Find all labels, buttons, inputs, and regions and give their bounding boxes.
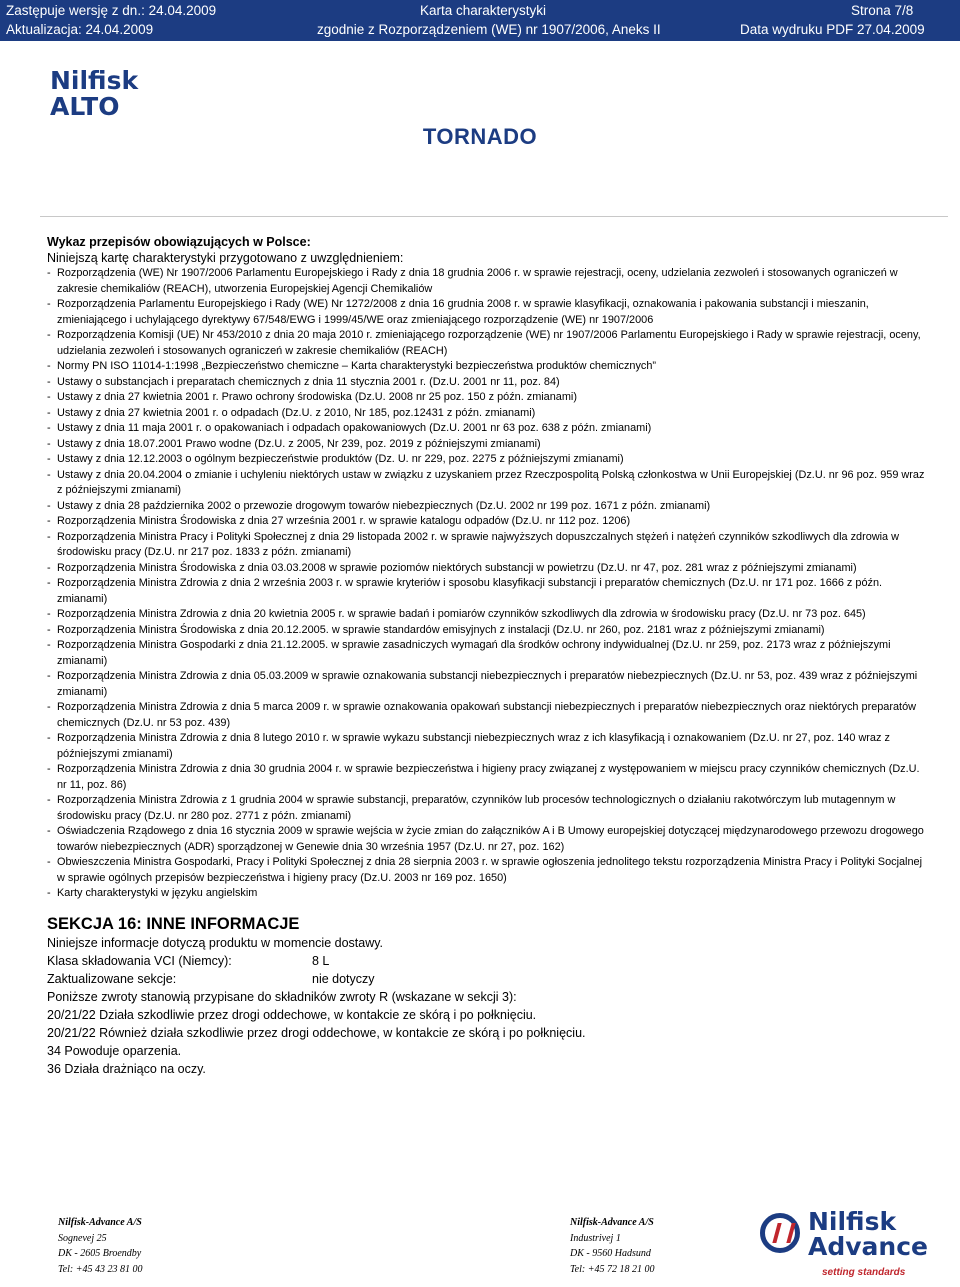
storage-class-label: Klasa składowania VCI (Niemcy): (47, 953, 232, 968)
product-name: TORNADO (422, 124, 538, 149)
regulation-item: - Ustawy o substancjach i preparatach chemicznych z dnia 11 stycznia 2001 r. (Dz.U. 2001 nr 11, poz. 84) (47, 375, 927, 391)
header-regulation: zgodnie z Rozporządzeniem (WE) nr 1907/2006, Aneks II (317, 22, 661, 37)
nilfisk-alto-logo (50, 68, 138, 120)
storage-class-value: 8 L (312, 953, 330, 968)
main-content (47, 234, 927, 1078)
footer-right-city: DK - 9560 Hadsund (570, 1248, 651, 1259)
r-phrase: 34 Powoduje oparzenia. (47, 1044, 182, 1059)
logo-line2: ALTO (50, 92, 120, 121)
regulation-item: - Ustawy z dnia 27 kwietnia 2001 r. o odpadach (Dz.U. z 2010, Nr 185, poz.12431 z późn. zmianami) (47, 406, 927, 422)
divider (40, 216, 948, 217)
footer-tagline: setting standards (822, 1267, 906, 1278)
regulation-item: - Obwieszczenia Ministra Gospodarki, Pracy i Polityki Społecznej z dnia 28 sierpnia 2003 r. w sprawie ogłoszenia jednolitego tekstu rozporządzenia Ministra Pracy i Polityki Socjalnej w sprawie ogólnych przepisów bezpieczeństwa i higieny pracy (Dz.U. 2003 nr 169 poz. 1650) (47, 855, 927, 886)
regulation-item: - Normy PN ISO 11014-1:1998 „Bezpieczeństwo chemiczne – Karta charakterystyki bezpieczeństwa produktów chemicznych” (47, 359, 927, 375)
footer-logo-line2: Advance (808, 1232, 928, 1261)
regulation-item: - Rozporządzenia (WE) Nr 1907/2006 Parlamentu Europejskiego i Rady z dnia 18 grudnia 2006 r. w sprawie rejestracji, oceny, udzielania zezwoleń i stosowanych ograniczeń w zakresie chemikaliów (REACH), utworzenia Europejskiej Agencji Chemikaliów (47, 266, 927, 297)
regulation-item: - Rozporządzenia Ministra Zdrowia z dnia 2 września 2003 r. w sprawie kryteriów i sposobu klasyfikacji substancji i preparatów chemicznych (Dz.U. nr 171 poz. 1666 z późn. zmianami) (47, 576, 927, 607)
footer-left-company: Nilfisk-Advance A/S (58, 1217, 142, 1228)
regulation-item: - Rozporządzenia Ministra Zdrowia z dnia 5 marca 2009 r. w sprawie oznakowania opakowań substancji niebezpiecznych i preparatów niebezpiecznych oraz niektórych preparatów chemicznych (Dz.U. nr 53 poz. 439) (47, 700, 927, 731)
header-print-date: Data wydruku PDF 27.04.2009 (740, 22, 925, 37)
storage-class-row (47, 952, 927, 970)
updated-sections-row (47, 970, 927, 988)
regulation-item: - Rozporządzenia Ministra Zdrowia z dnia 8 lutego 2010 r. w sprawie wykazu substancji niebezpiecznych wraz z ich klasyfikacją i oznakowaniem (Dz.U. nr 27, poz. 140 wraz z późniejszymi zmianami) (47, 731, 927, 762)
footer-right-phone: Tel: +45 72 18 21 00 (570, 1263, 655, 1275)
header-doc-type: Karta charakterystyki (420, 3, 547, 18)
regulation-item: - Rozporządzenia Ministra Środowiska z dnia 03.03.2008 w sprawie poziomów niektórych substancji w powietrzu (Dz.U. nr 47, poz. 281 wraz z późniejszymi zmianami) (47, 561, 927, 577)
r-phrase: 20/21/22 Działa szkodliwie przez drogi oddechowe, w kontakcie ze skórą i po połknięciu. (47, 1007, 537, 1022)
regulation-item: - Rozporządzenia Parlamentu Europejskiego i Rady (WE) Nr 1272/2008 z dnia 16 grudnia 2008 r. w sprawie klasyfikacji, oznakowania i pakowania substancji i mieszanin, zmieniającego i uchylającego dyrektywy 67/548/EWG i 1999/45/WE oraz zmieniającego rozporządzenie (WE) nr 1907/2006 (47, 297, 927, 328)
regulation-item: - Rozporządzenia Ministra Zdrowia z dnia 05.03.2009 w sprawie oznakowania substancji niebezpiecznych i preparatów niebezpiecznych (Dz.U. nr 53, poz. 439 wraz z późniejszymi zmianami) (47, 669, 927, 700)
regulation-item: - Rozporządzenia Ministra Gospodarki z dnia 21.12.2005. w sprawie zasadniczych wymagań dla środków ochrony indywidualnej (Dz.U. nr 259, poz. 2173 wraz z późniejszymi zmianami) (47, 638, 927, 669)
footer-logo-text (808, 1209, 928, 1259)
section16-title: SEKCJA 16: INNE INFORMACJE (47, 914, 300, 933)
header-page-number: Strona 7/8 (851, 3, 914, 18)
regulation-item: - Rozporządzenia Ministra Zdrowia z dnia 30 grudnia 2004 r. w sprawie bezpieczeństwa i higieny pracy związanej z występowaniem w miejscu pracy czynników chemicznych (Dz.U. nr 11, poz. 86) (47, 762, 927, 793)
header-bar (0, 0, 960, 41)
regulation-item: - Ustawy z dnia 20.04.2004 o zmianie i uchyleniu niektórych ustaw w związku z uzyskaniem przez Rzeczpospolitą Polską członkostwa w Unii Europejskiej (Dz.U. nr 96 poz. 959 wraz z późniejszymi zmianami) (47, 468, 927, 499)
regulation-item: - Rozporządzenia Ministra Pracy i Polityki Społecznej z dnia 29 listopada 2002 r. w sprawie najwyższych dopuszczalnych stężeń i natężeń czynników szkodliwych dla zdrowia w środowisku pracy (Dz.U. nr 217 poz. 1833 z późn. zmianami) (47, 530, 927, 561)
header-updated: Aktualizacja: 24.04.2009 (6, 22, 154, 37)
regulation-item: - Rozporządzenia Komisji (UE) Nr 453/2010 z dnia 20 maja 2010 r. zmieniającego rozporządzenie (WE) nr 1907/2006 Parlamentu Europejskiego i Rady w sprawie rejestracji, oceny, udzielania zezwoleń i stosowanych ograniczeń w zakresie chemikaliów (REACH) (47, 328, 927, 359)
header-replaces: Zastępuje wersję z dn.: 24.04.2009 (6, 3, 217, 18)
nilfisk-emblem-icon (760, 1213, 800, 1253)
regulation-item: - Rozporządzenia Ministra Środowiska z dnia 20.12.2005. w sprawie standardów emisyjnych z instalacji (Dz.U. nr 260, poz. 2181 wraz z późniejszymi zmianami) (47, 623, 927, 639)
footer-address-left (58, 1215, 142, 1277)
regulation-item: - Rozporządzenia Ministra Zdrowia z dnia 20 kwietnia 2005 r. w sprawie badań i pomiarów czynników szkodliwych dla zdrowia w środowisku pracy (Dz.U. nr 73 poz. 645) (47, 607, 927, 623)
regulation-item: - Rozporządzenia Ministra Środowiska z dnia 27 września 2001 r. w sprawie katalogu odpadów (Dz.U. nr 112 poz. 1206) (47, 514, 927, 530)
footer-right-street: Industrivej 1 (570, 1232, 621, 1244)
regulation-item: - Ustawy z dnia 11 maja 2001 r. o opakowaniach i odpadach opakowaniowych (Dz.U. 2001 nr 63 poz. 638 z późn. zmianami) (47, 421, 927, 437)
regulations-list (47, 266, 927, 902)
regulations-subtitle: Niniejszą kartę charakterystyki przygotowano z uwzględnieniem: (47, 251, 404, 265)
footer-left-city: DK - 2605 Broendby (58, 1248, 142, 1259)
footer-address-right (570, 1215, 654, 1277)
regulation-item: - Ustawy z dnia 12.12.2003 o ogólnym bezpieczeństwie produktów (Dz. U. nr 229, poz. 2275 z późniejszymi zmianami) (47, 452, 927, 468)
r-phrase: 20/21/22 Również działa szkodliwie przez drogi oddechowe, w kontakcie ze skórą i po połknięciu. (47, 1025, 586, 1040)
footer-left-phone: Tel: +45 43 23 81 00 (58, 1263, 143, 1275)
updated-sections-value: nie dotyczy (312, 971, 375, 986)
footer-left-street: Sognevej 25 (58, 1232, 107, 1244)
section16-body (47, 934, 927, 1079)
regulation-item: - Oświadczenia Rządowego z dnia 16 stycznia 2009 w sprawie wejścia w życie zmian do załączników A i B Umowy europejskiej dotyczącej międzynarodowego przewozu drogowego towarów niebezpiecznych (ADR) sporządzonej w Genewie dnia 30 września 1957 (Dz.U. nr 27, poz. 162) (47, 824, 927, 855)
footer-right-company: Nilfisk-Advance A/S (570, 1217, 654, 1228)
regulation-item: - Ustawy z dnia 28 października 2002 o przewozie drogowym towarów niebezpiecznych (Dz.U. 2002 nr 199 poz. 1671 z późn. zmianami) (47, 499, 927, 515)
regulation-item: - Ustawy z dnia 27 kwietnia 2001 r. Prawo ochrony środowiska (Dz.U. 2008 nr 25 poz. 150 z późn. zmianami) (47, 390, 927, 406)
updated-sections-label: Zaktualizowane sekcje: (47, 971, 177, 986)
logo-line1: Nilfisk (50, 66, 139, 95)
r-phrases-list (47, 1006, 927, 1078)
footer (0, 1195, 960, 1287)
footer-logo-line1: Nilfisk (808, 1207, 897, 1236)
r-phrase: 36 Działa drażniąco na oczy. (47, 1062, 206, 1077)
regulations-title: Wykaz przepisów obowiązujących w Polsce: (47, 235, 311, 249)
nilfisk-advance-logo (760, 1207, 935, 1282)
section16-note: Niniejsze informacje dotyczą produktu w momencie dostawy. (47, 935, 384, 950)
regulation-item: - Ustawy z dnia 18.07.2001 Prawo wodne (Dz.U. z 2005, Nr 239, poz. 2019 z późniejszymi zmianami) (47, 437, 927, 453)
regulation-item: - Karty charakterystyki w języku angielskim (47, 886, 927, 902)
regulation-item: - Rozporządzenia Ministra Zdrowia z 1 grudnia 2004 w sprawie substancji, preparatów, czynników lub procesów technologicznych o działaniu rakotwórczym lub mutagennym w środowisku pracy (Dz.U. nr 280 poz. 2771 z późn. zmianami) (47, 793, 927, 824)
r-phrases-intro: Poniższe zwroty stanowią przypisane do składników zwroty R (wskazane w sekcji 3): (47, 989, 517, 1004)
